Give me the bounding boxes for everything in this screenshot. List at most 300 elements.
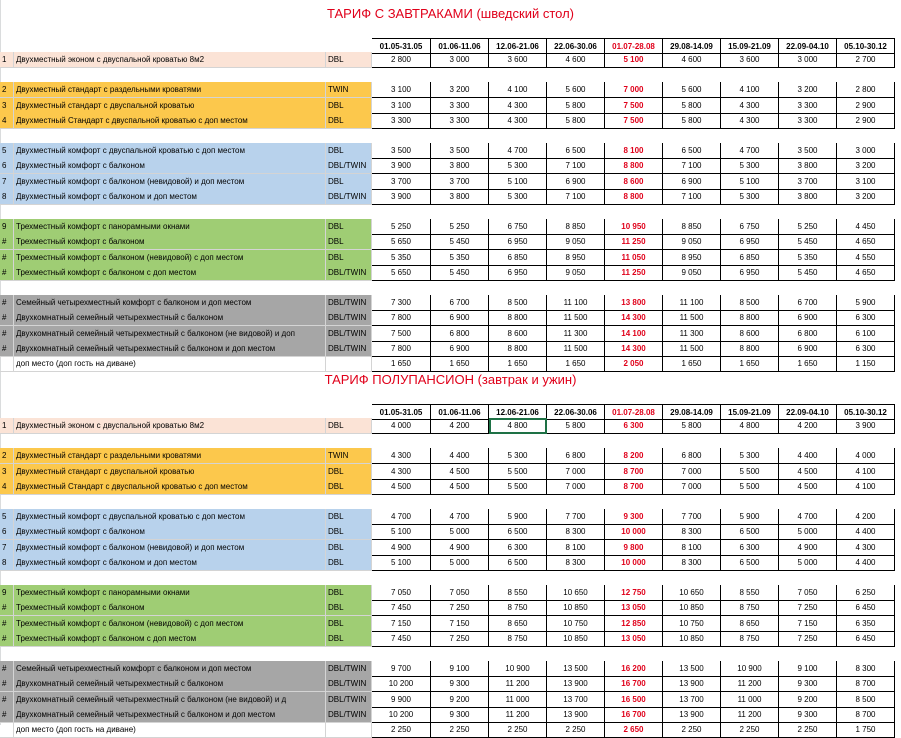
price-cell[interactable]: 10 200 <box>372 707 431 723</box>
price-cell[interactable]: 7 250 <box>431 631 489 647</box>
price-cell[interactable]: 13 900 <box>547 707 605 723</box>
row-number-cell[interactable]: # <box>0 295 14 311</box>
price-cell[interactable]: 6 800 <box>431 326 489 342</box>
header-date-cell[interactable]: 12.06-21.06 <box>489 38 547 54</box>
price-cell[interactable]: 2 250 <box>779 722 837 738</box>
price-cell[interactable]: 9 200 <box>431 692 489 708</box>
price-cell[interactable]: 4 100 <box>837 464 895 480</box>
room-type-cell[interactable]: DBL <box>326 509 372 525</box>
price-cell[interactable]: 3 100 <box>372 98 431 114</box>
price-cell[interactable]: 3 500 <box>431 143 489 159</box>
price-cell[interactable]: 10 650 <box>663 585 721 601</box>
price-cell[interactable]: 8 800 <box>489 341 547 357</box>
price-cell[interactable]: 8 500 <box>721 295 779 311</box>
header-date-cell[interactable]: 15.09-21.09 <box>721 404 779 420</box>
room-name-cell[interactable]: Двухкомнатный семейный четырехместный с балконом <box>14 310 326 326</box>
price-cell[interactable]: 8 850 <box>663 219 721 235</box>
room-name-cell[interactable]: Двухместный эконом с двуспальной кроватью 8м2 <box>14 418 326 434</box>
price-cell[interactable]: 5 100 <box>372 555 431 571</box>
price-cell[interactable]: 5 500 <box>489 479 547 495</box>
price-cell[interactable]: 5 300 <box>489 189 547 205</box>
price-cell[interactable]: 6 450 <box>837 631 895 647</box>
price-cell[interactable]: 5 250 <box>779 219 837 235</box>
room-name-cell[interactable]: Двухместный стандарт с двуспальной кроватью <box>14 98 326 114</box>
room-type-cell[interactable]: DBL <box>326 555 372 571</box>
price-cell[interactable]: 11 500 <box>547 341 605 357</box>
price-cell[interactable]: 7 000 <box>547 464 605 480</box>
price-cell[interactable]: 6 250 <box>837 585 895 601</box>
room-type-cell[interactable]: DBL <box>326 585 372 601</box>
room-name-cell[interactable]: Трехместный комфорт с балконом с доп местом <box>14 265 326 281</box>
price-cell[interactable]: 1 650 <box>489 356 547 372</box>
price-cell[interactable]: 8 500 <box>837 692 895 708</box>
price-cell[interactable]: 6 500 <box>721 555 779 571</box>
price-cell[interactable]: 8 700 <box>605 479 663 495</box>
price-cell[interactable]: 9 050 <box>547 234 605 250</box>
room-type-cell[interactable]: DBL <box>326 418 372 434</box>
price-cell[interactable]: 5 350 <box>779 250 837 266</box>
price-cell[interactable]: 2 650 <box>605 722 663 738</box>
price-cell[interactable]: 10 850 <box>547 631 605 647</box>
price-cell[interactable]: 5 800 <box>663 98 721 114</box>
row-number-cell[interactable]: # <box>0 234 14 250</box>
price-cell[interactable]: 6 800 <box>779 326 837 342</box>
price-cell[interactable]: 9 050 <box>547 265 605 281</box>
price-cell[interactable]: 8 800 <box>721 310 779 326</box>
price-cell[interactable]: 1 650 <box>721 356 779 372</box>
price-cell[interactable]: 10 850 <box>663 631 721 647</box>
header-date-cell[interactable]: 01.05-31.05 <box>372 404 431 420</box>
price-cell[interactable]: 7 100 <box>547 189 605 205</box>
price-cell[interactable]: 8 800 <box>605 158 663 174</box>
room-type-cell[interactable]: TWIN <box>326 82 372 98</box>
price-cell[interactable]: 10 850 <box>663 600 721 616</box>
price-cell[interactable]: 14 300 <box>605 341 663 357</box>
price-cell[interactable]: 6 500 <box>663 143 721 159</box>
price-cell[interactable]: 7 150 <box>372 616 431 632</box>
price-cell[interactable]: 4 500 <box>779 479 837 495</box>
price-cell[interactable]: 10 750 <box>547 616 605 632</box>
room-type-cell[interactable]: DBL <box>326 524 372 540</box>
row-number-cell[interactable]: 2 <box>0 82 14 98</box>
price-cell[interactable]: 10 850 <box>547 600 605 616</box>
price-cell[interactable]: 5 000 <box>779 555 837 571</box>
row-number-cell[interactable]: # <box>0 341 14 357</box>
price-cell[interactable]: 3 700 <box>431 174 489 190</box>
price-cell[interactable]: 8 500 <box>489 295 547 311</box>
price-cell[interactable]: 3 500 <box>779 143 837 159</box>
row-number-cell[interactable]: # <box>0 600 14 616</box>
price-cell[interactable]: 3 900 <box>372 189 431 205</box>
room-name-cell[interactable]: Двухместный стандарт с раздельными кроватями <box>14 82 326 98</box>
room-type-cell[interactable]: DBL <box>326 143 372 159</box>
price-cell[interactable]: 11 000 <box>721 692 779 708</box>
row-number-cell[interactable]: 4 <box>0 479 14 495</box>
room-name-cell[interactable]: Двухместный комфорт с двуспальной кроватью с доп местом <box>14 143 326 159</box>
header-date-cell[interactable]: 01.07-28.08 <box>605 404 663 420</box>
price-cell[interactable]: 5 450 <box>431 234 489 250</box>
room-name-cell[interactable]: Двухместный эконом с двуспальной кроватью 8м2 <box>14 52 326 68</box>
price-cell[interactable]: 5 450 <box>779 265 837 281</box>
price-cell[interactable]: 4 650 <box>837 234 895 250</box>
price-cell[interactable]: 5 500 <box>721 464 779 480</box>
room-type-cell[interactable]: DBL/TWIN <box>326 692 372 708</box>
price-cell[interactable]: 5 500 <box>489 464 547 480</box>
price-cell[interactable]: 4 600 <box>547 52 605 68</box>
price-cell[interactable]: 10 200 <box>372 676 431 692</box>
room-type-cell[interactable]: DBL <box>326 219 372 235</box>
price-cell[interactable]: 7 000 <box>663 479 721 495</box>
room-name-cell[interactable]: Двухместный стандарт с раздельными кроватями <box>14 448 326 464</box>
price-cell[interactable]: 7 150 <box>779 616 837 632</box>
price-cell[interactable]: 11 000 <box>489 692 547 708</box>
room-type-cell[interactable]: DBL/TWIN <box>326 265 372 281</box>
price-cell[interactable]: 6 800 <box>663 448 721 464</box>
price-cell[interactable]: 7 500 <box>605 98 663 114</box>
room-name-cell[interactable]: Двухместный Стандарт с двуспальной кроватью с доп местом <box>14 479 326 495</box>
header-date-cell[interactable]: 22.09-04.10 <box>779 404 837 420</box>
room-name-cell[interactable]: Трехместный комфорт с балконом с доп местом <box>14 631 326 647</box>
price-cell[interactable]: 10 000 <box>605 524 663 540</box>
room-name-cell[interactable]: Двухкомнатный семейный четырехместный с балконом (не видовой) и доп <box>14 326 326 342</box>
price-cell[interactable]: 5 450 <box>431 265 489 281</box>
price-cell[interactable]: 10 900 <box>721 661 779 677</box>
price-cell[interactable]: 7 100 <box>663 158 721 174</box>
price-cell[interactable]: 6 450 <box>837 600 895 616</box>
price-cell[interactable]: 11 050 <box>605 250 663 266</box>
row-number-cell[interactable]: 2 <box>0 448 14 464</box>
row-number-cell[interactable]: # <box>0 707 14 723</box>
price-cell[interactable]: 8 300 <box>663 555 721 571</box>
price-cell[interactable]: 8 650 <box>489 616 547 632</box>
row-number-cell[interactable]: 7 <box>0 540 14 556</box>
room-name-cell[interactable]: Семейный четырехместный комфорт с балконом и доп местом <box>14 295 326 311</box>
price-cell[interactable]: 2 700 <box>837 52 895 68</box>
room-type-cell[interactable]: DBL <box>326 464 372 480</box>
price-cell[interactable]: 4 550 <box>837 250 895 266</box>
price-cell[interactable]: 8 700 <box>837 707 895 723</box>
price-cell[interactable]: 8 750 <box>721 631 779 647</box>
header-date-cell[interactable]: 01.06-11.06 <box>431 38 489 54</box>
price-cell[interactable]: 5 800 <box>547 418 605 434</box>
price-cell[interactable]: 4 500 <box>431 464 489 480</box>
price-cell[interactable]: 2 900 <box>837 98 895 114</box>
price-cell[interactable]: 7 050 <box>372 585 431 601</box>
price-cell[interactable]: 6 300 <box>837 310 895 326</box>
price-cell[interactable]: 6 950 <box>489 234 547 250</box>
price-cell[interactable]: 8 950 <box>663 250 721 266</box>
price-cell[interactable]: 8 100 <box>547 540 605 556</box>
price-cell[interactable]: 4 500 <box>431 479 489 495</box>
price-cell[interactable]: 6 750 <box>721 219 779 235</box>
price-cell[interactable]: 4 200 <box>837 509 895 525</box>
price-cell[interactable]: 2 250 <box>372 722 431 738</box>
price-cell[interactable]: 5 000 <box>431 524 489 540</box>
price-cell[interactable]: 8 800 <box>489 310 547 326</box>
price-cell[interactable]: 5 500 <box>721 479 779 495</box>
price-cell[interactable]: 13 500 <box>547 661 605 677</box>
price-cell[interactable]: 3 000 <box>837 143 895 159</box>
price-cell[interactable]: 6 850 <box>489 250 547 266</box>
row-number-cell[interactable]: 9 <box>0 585 14 601</box>
room-name-cell[interactable]: Двухкомнатный семейный четырехместный с балконом <box>14 676 326 692</box>
price-cell[interactable]: 3 200 <box>837 158 895 174</box>
price-cell[interactable]: 5 000 <box>431 555 489 571</box>
price-cell[interactable]: 3 200 <box>779 82 837 98</box>
price-cell[interactable]: 6 850 <box>721 250 779 266</box>
price-cell[interactable]: 2 250 <box>663 722 721 738</box>
price-cell[interactable]: 5 350 <box>431 250 489 266</box>
price-cell[interactable]: 2 250 <box>489 722 547 738</box>
row-number-cell[interactable]: 9 <box>0 219 14 235</box>
price-cell[interactable]: 4 300 <box>489 113 547 129</box>
price-cell[interactable]: 3 600 <box>721 52 779 68</box>
room-name-cell[interactable]: Трехместный комфорт с балконом (невидовой) с доп местом <box>14 250 326 266</box>
price-cell[interactable]: 4 900 <box>372 540 431 556</box>
price-cell[interactable]: 4 300 <box>837 540 895 556</box>
price-cell[interactable]: 5 100 <box>721 174 779 190</box>
price-cell[interactable]: 5 450 <box>779 234 837 250</box>
price-cell[interactable]: 9 050 <box>663 265 721 281</box>
price-cell[interactable]: 13 050 <box>605 631 663 647</box>
price-cell[interactable]: 3 100 <box>372 82 431 98</box>
price-cell[interactable]: 5 300 <box>721 158 779 174</box>
price-cell[interactable]: 4 900 <box>431 540 489 556</box>
price-cell[interactable]: 8 550 <box>721 585 779 601</box>
room-type-cell[interactable]: DBL <box>326 98 372 114</box>
row-number-cell[interactable]: # <box>0 661 14 677</box>
price-cell[interactable]: 1 750 <box>837 722 895 738</box>
price-cell[interactable]: 6 900 <box>779 310 837 326</box>
price-cell[interactable]: 7 500 <box>372 326 431 342</box>
price-cell[interactable]: 4 400 <box>779 448 837 464</box>
price-cell[interactable]: 1 650 <box>547 356 605 372</box>
price-cell[interactable]: 4 100 <box>721 82 779 98</box>
price-cell[interactable]: 3 200 <box>837 189 895 205</box>
price-cell[interactable]: 4 400 <box>837 524 895 540</box>
row-number-cell[interactable]: 7 <box>0 174 14 190</box>
header-date-cell[interactable]: 15.09-21.09 <box>721 38 779 54</box>
price-cell[interactable]: 11 100 <box>547 295 605 311</box>
price-cell[interactable]: 13 900 <box>663 707 721 723</box>
room-name-cell[interactable]: Двухместный Стандарт с двуспальной кроватью с доп местом <box>14 113 326 129</box>
price-cell[interactable]: 5 650 <box>372 234 431 250</box>
row-number-cell[interactable]: 3 <box>0 464 14 480</box>
price-cell[interactable]: 5 900 <box>837 295 895 311</box>
price-cell[interactable]: 5 600 <box>547 82 605 98</box>
price-cell[interactable]: 6 950 <box>721 234 779 250</box>
room-type-cell[interactable]: DBL/TWIN <box>326 707 372 723</box>
price-cell[interactable]: 7 700 <box>663 509 721 525</box>
price-cell[interactable]: 10 000 <box>605 555 663 571</box>
row-number-cell[interactable]: # <box>0 616 14 632</box>
price-cell[interactable]: 7 000 <box>605 82 663 98</box>
price-cell[interactable]: 6 300 <box>721 540 779 556</box>
price-cell[interactable]: 3 700 <box>372 174 431 190</box>
price-cell[interactable]: 4 700 <box>779 509 837 525</box>
row-number-cell[interactable]: 5 <box>0 143 14 159</box>
price-cell[interactable]: 4 300 <box>721 98 779 114</box>
price-cell[interactable]: 6 300 <box>605 418 663 434</box>
price-cell[interactable]: 5 600 <box>663 82 721 98</box>
price-cell[interactable]: 8 650 <box>721 616 779 632</box>
header-date-cell[interactable]: 22.09-04.10 <box>779 38 837 54</box>
price-cell[interactable]: 4 300 <box>372 448 431 464</box>
row-number-cell[interactable]: 3 <box>0 98 14 114</box>
price-cell[interactable]: 4 100 <box>837 479 895 495</box>
price-cell[interactable]: 3 600 <box>489 52 547 68</box>
price-cell[interactable]: 5 650 <box>372 265 431 281</box>
price-cell[interactable]: 5 300 <box>721 448 779 464</box>
price-cell[interactable]: 4 200 <box>779 418 837 434</box>
room-type-cell[interactable]: DBL <box>326 540 372 556</box>
price-cell[interactable]: 7 500 <box>605 113 663 129</box>
price-cell[interactable]: 7 800 <box>372 341 431 357</box>
price-cell[interactable]: 11 200 <box>721 676 779 692</box>
room-type-cell[interactable]: DBL <box>326 52 372 68</box>
price-cell[interactable]: 4 300 <box>489 98 547 114</box>
price-cell[interactable]: 7 450 <box>372 600 431 616</box>
price-cell[interactable]: 16 700 <box>605 707 663 723</box>
price-cell[interactable]: 7 000 <box>663 464 721 480</box>
price-cell[interactable]: 9 300 <box>431 707 489 723</box>
row-number-cell[interactable]: # <box>0 250 14 266</box>
price-cell[interactable]: 7 100 <box>547 158 605 174</box>
price-cell[interactable]: 7 000 <box>547 479 605 495</box>
price-cell[interactable]: 6 900 <box>431 341 489 357</box>
price-cell[interactable]: 16 200 <box>605 661 663 677</box>
price-cell[interactable]: 13 700 <box>663 692 721 708</box>
price-cell[interactable]: 2 900 <box>837 113 895 129</box>
row-number-cell[interactable]: # <box>0 692 14 708</box>
price-cell[interactable]: 9 050 <box>663 234 721 250</box>
price-cell[interactable]: 12 750 <box>605 585 663 601</box>
room-name-cell[interactable]: Двухкомнатный семейный четырехместный с балконом (не видовой) и д <box>14 692 326 708</box>
price-cell[interactable]: 2 250 <box>721 722 779 738</box>
room-name-cell[interactable]: Двухместный комфорт с балконом <box>14 158 326 174</box>
price-cell[interactable]: 10 750 <box>663 616 721 632</box>
room-type-cell[interactable]: DBL/TWIN <box>326 661 372 677</box>
price-cell[interactable]: 11 200 <box>489 707 547 723</box>
row-number-cell[interactable]: # <box>0 676 14 692</box>
room-type-cell[interactable]: DBL <box>326 250 372 266</box>
room-type-cell[interactable]: DBL/TWIN <box>326 676 372 692</box>
price-cell[interactable]: 5 100 <box>605 52 663 68</box>
price-cell[interactable]: 7 250 <box>779 600 837 616</box>
price-cell[interactable]: 8 700 <box>605 464 663 480</box>
room-type-cell[interactable]: DBL <box>326 631 372 647</box>
price-cell[interactable]: 7 300 <box>372 295 431 311</box>
header-date-cell[interactable]: 12.06-21.06 <box>489 404 547 420</box>
price-cell[interactable]: 13 800 <box>605 295 663 311</box>
price-cell[interactable]: 6 500 <box>489 555 547 571</box>
price-cell[interactable]: 5 350 <box>372 250 431 266</box>
price-cell[interactable]: 9 100 <box>431 661 489 677</box>
room-type-cell[interactable] <box>326 722 372 738</box>
price-cell[interactable]: 2 800 <box>837 82 895 98</box>
price-cell[interactable]: 11 100 <box>663 295 721 311</box>
price-cell[interactable]: 4 800 <box>489 418 547 434</box>
header-date-cell[interactable]: 29.08-14.09 <box>663 404 721 420</box>
price-cell[interactable]: 16 700 <box>605 676 663 692</box>
price-cell[interactable]: 3 800 <box>779 189 837 205</box>
room-type-cell[interactable]: DBL/TWIN <box>326 295 372 311</box>
price-cell[interactable]: 9 300 <box>431 676 489 692</box>
price-cell[interactable]: 6 750 <box>489 219 547 235</box>
price-cell[interactable]: 4 700 <box>721 143 779 159</box>
price-cell[interactable]: 4 400 <box>837 555 895 571</box>
price-cell[interactable]: 3 800 <box>431 189 489 205</box>
row-number-cell[interactable]: 1 <box>0 52 14 68</box>
price-cell[interactable]: 5 800 <box>663 113 721 129</box>
price-cell[interactable]: 4 400 <box>431 448 489 464</box>
room-type-cell[interactable]: DBL/TWIN <box>326 189 372 205</box>
price-cell[interactable]: 4 000 <box>372 418 431 434</box>
row-number-cell[interactable]: # <box>0 631 14 647</box>
room-name-cell[interactable]: Двухместный комфорт с балконом и доп местом <box>14 189 326 205</box>
room-name-cell[interactable]: Трехместный комфорт с панорамными окнами <box>14 219 326 235</box>
price-cell[interactable]: 5 900 <box>721 509 779 525</box>
price-cell[interactable]: 3 800 <box>779 158 837 174</box>
row-number-cell[interactable]: 1 <box>0 418 14 434</box>
price-cell[interactable]: 14 100 <box>605 326 663 342</box>
room-name-cell[interactable]: Трехместный комфорт с балконом <box>14 234 326 250</box>
price-cell[interactable]: 5 300 <box>489 448 547 464</box>
header-date-cell[interactable]: 05.10-30.12 <box>837 404 895 420</box>
room-type-cell[interactable]: DBL/TWIN <box>326 310 372 326</box>
price-cell[interactable]: 1 650 <box>372 356 431 372</box>
price-cell[interactable]: 8 200 <box>605 448 663 464</box>
price-cell[interactable]: 4 900 <box>779 540 837 556</box>
price-cell[interactable]: 7 800 <box>372 310 431 326</box>
row-number-cell[interactable]: 8 <box>0 189 14 205</box>
price-cell[interactable]: 11 250 <box>605 265 663 281</box>
price-cell[interactable]: 3 300 <box>779 98 837 114</box>
price-cell[interactable]: 5 800 <box>663 418 721 434</box>
price-cell[interactable]: 5 300 <box>489 158 547 174</box>
price-cell[interactable]: 5 250 <box>372 219 431 235</box>
price-cell[interactable]: 4 300 <box>372 464 431 480</box>
price-cell[interactable]: 8 300 <box>547 555 605 571</box>
price-cell[interactable]: 1 650 <box>663 356 721 372</box>
price-cell[interactable]: 5 100 <box>489 174 547 190</box>
price-cell[interactable]: 6 800 <box>547 448 605 464</box>
price-cell[interactable]: 7 150 <box>431 616 489 632</box>
price-cell[interactable]: 11 200 <box>489 676 547 692</box>
row-number-cell[interactable] <box>0 722 14 738</box>
price-cell[interactable]: 4 700 <box>372 509 431 525</box>
price-cell[interactable]: 10 900 <box>489 661 547 677</box>
row-number-cell[interactable]: # <box>0 310 14 326</box>
price-cell[interactable]: 2 250 <box>547 722 605 738</box>
price-cell[interactable]: 3 100 <box>837 174 895 190</box>
price-cell[interactable]: 9 300 <box>605 509 663 525</box>
room-type-cell[interactable]: DBL <box>326 600 372 616</box>
price-cell[interactable]: 4 200 <box>431 418 489 434</box>
price-cell[interactable]: 5 100 <box>372 524 431 540</box>
price-cell[interactable]: 6 500 <box>721 524 779 540</box>
room-type-cell[interactable]: DBL <box>326 479 372 495</box>
price-cell[interactable]: 10 950 <box>605 219 663 235</box>
price-cell[interactable]: 8 800 <box>605 189 663 205</box>
header-date-cell[interactable]: 29.08-14.09 <box>663 38 721 54</box>
price-cell[interactable]: 3 500 <box>372 143 431 159</box>
price-cell[interactable]: 1 650 <box>779 356 837 372</box>
price-cell[interactable]: 5 300 <box>721 189 779 205</box>
price-cell[interactable]: 6 900 <box>547 174 605 190</box>
price-cell[interactable]: 11 250 <box>605 234 663 250</box>
header-date-cell[interactable]: 01.07-28.08 <box>605 38 663 54</box>
